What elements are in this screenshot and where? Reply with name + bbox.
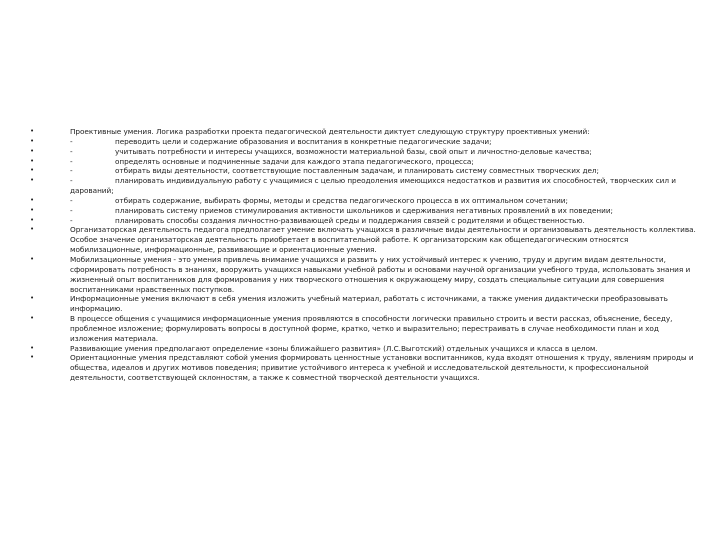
list-item-text: планировать систему приемов стимулирования активности школьников и сдерживания негативных проявлений в их поведении; <box>115 205 613 215</box>
list-item-text: учитывать потребности и интересы учащихся, возможности материальной базы, свой опыт и личностно-деловые качества; <box>115 146 592 156</box>
list-item <box>30 353 702 383</box>
bullet-icon: • <box>30 176 35 185</box>
bullet-icon: • <box>30 127 35 135</box>
bullet-icon: • <box>30 146 35 155</box>
bullet-icon: • <box>30 205 35 214</box>
list-item-text: планировать способы создания личностно-развивающей среды и поддержания связей с родителями и общественностью. <box>115 215 585 225</box>
list-item <box>30 127 702 137</box>
bullet-icon: • <box>30 343 35 352</box>
list-item <box>30 196 702 206</box>
bullet-icon: • <box>30 294 35 303</box>
list-item <box>30 294 702 314</box>
bullet-icon: • <box>30 254 35 263</box>
list-item <box>30 147 702 157</box>
list-item <box>30 157 702 167</box>
dash-marker: - <box>70 205 73 215</box>
list-item-text: Проективные умения. Логика разработки проекта педагогической деятельности диктует следующую структуру проективных умений: <box>70 127 590 136</box>
list-item <box>30 344 702 354</box>
bullet-icon: • <box>30 166 35 175</box>
list-item-text: Ориентационные умения представляют собой умения формировать ценностные установки воспитанников, куда входят отношения к труду, явлениям природы и общества, идеалов и других мотивов поведения; привитие устойчивого интереса к учебной и исследовательской деятельности, к профессиональной деятельности, соответствующей склонностям, а также к совместной творческой деятельности учащихся. <box>70 353 694 383</box>
list-item <box>30 225 702 255</box>
dash-marker: - <box>70 176 73 186</box>
list-item-text: В процессе общения с учащимися информационные умения проявляются в способности логически правильно строить и вести рассказ, объяснение, беседу, проблемное изложение; формулировать вопросы в доступной форме, кратко, четко и выразительно; перестраивать в случае необходимости план и ход изложения материала. <box>70 314 673 343</box>
list-item-text: отбирать содержание, выбирать формы, методы и средства педагогического процесса в их оптимальном сочетании; <box>115 195 568 205</box>
dash-marker: - <box>70 146 73 156</box>
list-item <box>30 206 702 216</box>
list-item-text: Информационные умения включают в себя умения изложить учебный материал, работать с источниками, а также умения дидактически преобразовывать информацию. <box>70 294 668 314</box>
list-item-text: планировать индивидуальную работу с учащимися с целью преодоления имеющихся недостатков и развития их способностей, творческих сил и дарований; <box>70 176 676 196</box>
list-item <box>30 216 702 226</box>
dash-marker: - <box>70 156 73 166</box>
list-item <box>30 314 702 344</box>
list-item-text: Развивающие умения предполагают определение «зоны ближайшего развития» (Л.С.Выготский) отдельных учащихся и класса в целом. <box>70 343 598 353</box>
list-item-text: отбирать виды деятельности, соответствующие поставленным задачам, и планировать систему совместных творческих дел; <box>115 166 599 176</box>
list-item <box>30 137 702 147</box>
list-item-text: Мобилизационные умения - это умения привлечь внимание учащихся и развить у них устойчивый интерес к учению, труду и другим видам деятельности, сформировать потребность в знаниях, вооружить учащихся навыками учебной работы и основами научной организации учебного труда, использовать знания и жизненный опыт воспитанников для формирования у них творческого отношения к окружающему миру, создать специальные ситуации для совершения воспитанниками нравственных поступков. <box>70 254 691 294</box>
bullet-list <box>30 127 702 383</box>
bullet-icon: • <box>30 136 35 145</box>
list-item-text: переводить цели и содержание образования и воспитания в конкретные педагогические задачи; <box>115 136 492 146</box>
list-item <box>30 176 702 196</box>
bullet-icon: • <box>30 353 35 362</box>
bullet-icon: • <box>30 225 35 234</box>
dash-marker: - <box>70 166 73 176</box>
bullet-icon: • <box>30 195 35 204</box>
dash-marker: - <box>70 195 73 205</box>
bullet-icon: • <box>30 314 35 323</box>
bullet-icon: • <box>30 215 35 224</box>
list-item <box>30 255 702 294</box>
list-item-text: Организаторская деятельность педагога предполагает умение включать учащихся в различные виды деятельности и организовывать деятельность коллектива. Особое значение организаторская деятельность приобретает в воспитательной работе. К организаторским как общепедагогическим относятся мобилизационные, информационные, развивающие и ориентационные умения. <box>70 225 696 255</box>
list-item <box>30 166 702 176</box>
dash-marker: - <box>70 215 73 225</box>
dash-marker: - <box>70 136 73 146</box>
bullet-icon: • <box>30 156 35 165</box>
list-item-text: определять основные и подчиненные задачи для каждого этапа педагогического, процесса; <box>115 156 474 166</box>
